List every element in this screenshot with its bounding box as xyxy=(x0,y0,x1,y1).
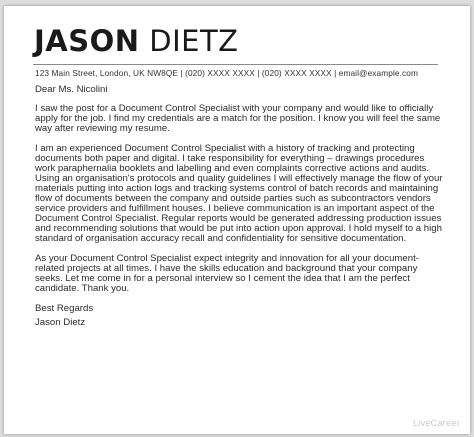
contact-line: 123 Main Street, London, UK NW8QE | (020) XXXX XXXX | (020) XXXX XXXX | email@example.com xyxy=(35,68,419,78)
first-name: JASON xyxy=(34,24,140,58)
paragraph-experience: I am an experienced Document Control Specialist with a history of tracking and protecting documents both paper and digital. I take responsibility for everything – drawings procedures work paraphernalia booklets and labelling and even complaints corrective actions and audits. Using an organisation's protocols and quality guidelines I will effectively manage the flow of your materials putting into action logs and tracking systems control of batch records and maintaining flow of documents between the company and outside parties such as subcontractors vendors service providers and fulfillment houses. I believe communication is an important aspect of the Document Control Specialist. Regular reports would be generated addressing production issues and recommending solutions that would be put into action upon approval. I hold myself to a high standard of organisation accuracy recall and confidentiality for sensitive documentation. xyxy=(35,143,443,244)
watermark-logo: LiveCareer xyxy=(412,418,460,428)
closing-phrase: Best Regards xyxy=(35,303,94,314)
applicant-name xyxy=(34,24,239,58)
paragraph-closing: As your Document Control Specialist expect integrity and innovation for all your document-related projects at all times. I have the skills education and background that your company seeks. Let me come in for a personal interview so I cement the idea that I am the perfect candidate. Thank you. xyxy=(35,253,419,294)
header-divider xyxy=(33,64,438,65)
paragraph-intro: I saw the post for a Document Control Specialist with your company and would like to officially apply for the job. I find my credentials are a match for the position. I know you will feel the same way after reviewing my resume. xyxy=(35,103,441,134)
letter-page xyxy=(4,6,470,434)
signature-name: Jason Dietz xyxy=(35,317,86,328)
salutation: Dear Ms. Nicolini xyxy=(35,84,108,95)
letter-body xyxy=(35,85,443,338)
last-name: DIETZ xyxy=(149,24,239,58)
